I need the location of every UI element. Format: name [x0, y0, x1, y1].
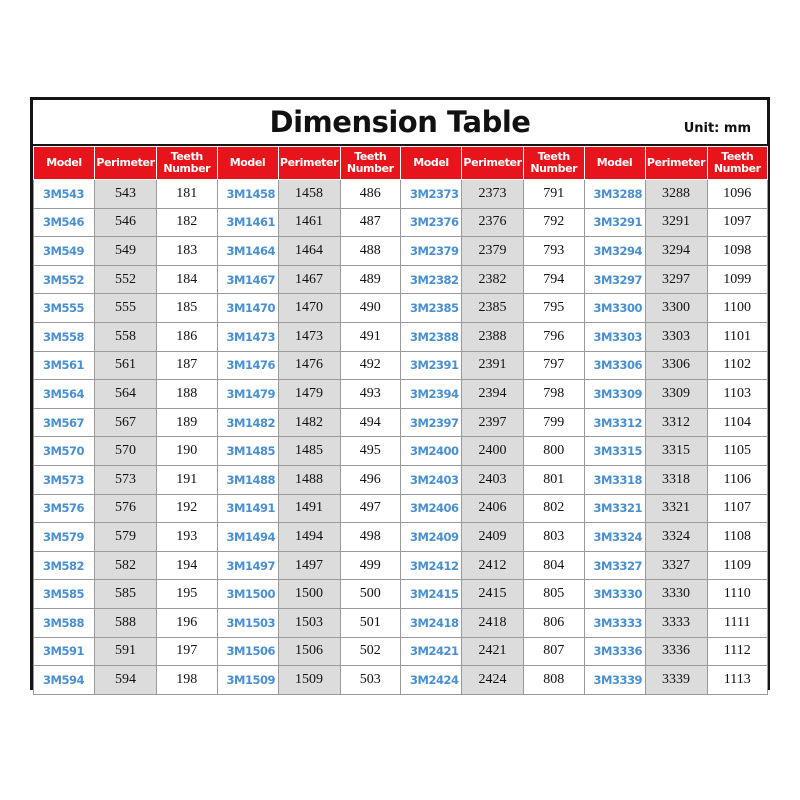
page-title: Dimension Table: [269, 105, 531, 139]
model-cell: 3M2406: [401, 494, 462, 523]
perimeter-cell: 3300: [645, 294, 707, 323]
teeth-number-cell: 1113: [707, 666, 768, 695]
perimeter-cell: 1476: [278, 351, 340, 380]
perimeter-cell: 3288: [645, 180, 707, 209]
title-bar: [33, 100, 767, 146]
perimeter-cell: 3324: [645, 523, 707, 552]
teeth-number-cell: 502: [340, 637, 401, 666]
perimeter-cell: 3291: [645, 208, 707, 237]
perimeter-cell: 591: [95, 637, 157, 666]
table-row: [34, 494, 768, 523]
model-cell: 3M567: [34, 408, 95, 437]
model-cell: 3M1488: [217, 465, 278, 494]
model-cell: 3M1491: [217, 494, 278, 523]
perimeter-cell: 2403: [462, 465, 524, 494]
perimeter-cell: 1500: [278, 580, 340, 609]
header-perimeter: Perimeter: [278, 147, 340, 180]
teeth-number-cell: 188: [157, 380, 218, 409]
perimeter-cell: 1464: [278, 237, 340, 266]
perimeter-cell: 2418: [462, 608, 524, 637]
perimeter-cell: 579: [95, 523, 157, 552]
model-cell: 3M3333: [584, 608, 645, 637]
model-cell: 3M3327: [584, 551, 645, 580]
teeth-number-cell: 183: [157, 237, 218, 266]
perimeter-cell: 555: [95, 294, 157, 323]
teeth-number-cell: 185: [157, 294, 218, 323]
header-model: Model: [34, 147, 95, 180]
model-cell: 3M3300: [584, 294, 645, 323]
teeth-number-cell: 497: [340, 494, 401, 523]
model-cell: 3M564: [34, 380, 95, 409]
table-row: [34, 608, 768, 637]
model-cell: 3M3309: [584, 380, 645, 409]
perimeter-cell: 576: [95, 494, 157, 523]
model-cell: 3M1476: [217, 351, 278, 380]
model-cell: 3M1497: [217, 551, 278, 580]
teeth-number-cell: 197: [157, 637, 218, 666]
perimeter-cell: 1509: [278, 666, 340, 695]
model-cell: 3M1500: [217, 580, 278, 609]
perimeter-cell: 570: [95, 437, 157, 466]
model-cell: 3M1458: [217, 180, 278, 209]
perimeter-cell: 3309: [645, 380, 707, 409]
table-row: [34, 265, 768, 294]
model-cell: 3M561: [34, 351, 95, 380]
model-cell: 3M3339: [584, 666, 645, 695]
teeth-number-cell: 792: [524, 208, 585, 237]
perimeter-cell: 3297: [645, 265, 707, 294]
model-cell: 3M2409: [401, 523, 462, 552]
perimeter-cell: 564: [95, 380, 157, 409]
teeth-number-cell: 1097: [707, 208, 768, 237]
perimeter-cell: 573: [95, 465, 157, 494]
model-cell: 3M3324: [584, 523, 645, 552]
model-cell: 3M2391: [401, 351, 462, 380]
model-cell: 3M3306: [584, 351, 645, 380]
model-cell: 3M1464: [217, 237, 278, 266]
perimeter-cell: 1506: [278, 637, 340, 666]
teeth-number-cell: 791: [524, 180, 585, 209]
perimeter-cell: 2406: [462, 494, 524, 523]
model-cell: 3M2397: [401, 408, 462, 437]
header-perimeter: Perimeter: [645, 147, 707, 180]
model-cell: 3M2394: [401, 380, 462, 409]
model-cell: 3M549: [34, 237, 95, 266]
header-teeth-number: Teeth Number: [157, 147, 218, 180]
perimeter-cell: 2376: [462, 208, 524, 237]
teeth-number-cell: 1105: [707, 437, 768, 466]
header-model: Model: [401, 147, 462, 180]
perimeter-cell: 2424: [462, 666, 524, 695]
perimeter-cell: 1479: [278, 380, 340, 409]
model-cell: 3M1503: [217, 608, 278, 637]
model-cell: 3M2421: [401, 637, 462, 666]
dimension-table: [33, 146, 768, 695]
perimeter-cell: 3315: [645, 437, 707, 466]
table-row: [34, 351, 768, 380]
teeth-number-cell: 800: [524, 437, 585, 466]
teeth-number-cell: 795: [524, 294, 585, 323]
perimeter-cell: 2415: [462, 580, 524, 609]
header-teeth-number: Teeth Number: [340, 147, 401, 180]
table-row: [34, 180, 768, 209]
model-cell: 3M3288: [584, 180, 645, 209]
teeth-number-cell: 803: [524, 523, 585, 552]
perimeter-cell: 549: [95, 237, 157, 266]
perimeter-cell: 1467: [278, 265, 340, 294]
perimeter-cell: 1494: [278, 523, 340, 552]
model-cell: 3M3297: [584, 265, 645, 294]
table-body: [34, 180, 768, 695]
perimeter-cell: 543: [95, 180, 157, 209]
header-teeth-number: Teeth Number: [524, 147, 585, 180]
table-row: [34, 580, 768, 609]
perimeter-cell: 2391: [462, 351, 524, 380]
model-cell: 3M546: [34, 208, 95, 237]
model-cell: 3M558: [34, 322, 95, 351]
perimeter-cell: 2394: [462, 380, 524, 409]
teeth-number-cell: 195: [157, 580, 218, 609]
teeth-number-cell: 1098: [707, 237, 768, 266]
teeth-number-cell: 501: [340, 608, 401, 637]
perimeter-cell: 561: [95, 351, 157, 380]
model-cell: 3M1509: [217, 666, 278, 695]
teeth-number-cell: 496: [340, 465, 401, 494]
teeth-number-cell: 805: [524, 580, 585, 609]
model-cell: 3M573: [34, 465, 95, 494]
model-cell: 3M585: [34, 580, 95, 609]
teeth-number-cell: 184: [157, 265, 218, 294]
table-row: [34, 380, 768, 409]
model-cell: 3M3315: [584, 437, 645, 466]
teeth-number-cell: 1112: [707, 637, 768, 666]
perimeter-cell: 1503: [278, 608, 340, 637]
table-row: [34, 437, 768, 466]
teeth-number-cell: 189: [157, 408, 218, 437]
teeth-number-cell: 500: [340, 580, 401, 609]
model-cell: 3M2412: [401, 551, 462, 580]
unit-label: Unit: mm: [683, 121, 751, 136]
perimeter-cell: 2397: [462, 408, 524, 437]
model-cell: 3M2403: [401, 465, 462, 494]
teeth-number-cell: 806: [524, 608, 585, 637]
perimeter-cell: 2379: [462, 237, 524, 266]
model-cell: 3M2415: [401, 580, 462, 609]
table-row: [34, 523, 768, 552]
teeth-number-cell: 488: [340, 237, 401, 266]
teeth-number-cell: 489: [340, 265, 401, 294]
teeth-number-cell: 1101: [707, 322, 768, 351]
model-cell: 3M1482: [217, 408, 278, 437]
teeth-number-cell: 490: [340, 294, 401, 323]
teeth-number-cell: 1111: [707, 608, 768, 637]
teeth-number-cell: 493: [340, 380, 401, 409]
teeth-number-cell: 181: [157, 180, 218, 209]
perimeter-cell: 567: [95, 408, 157, 437]
header-model: Model: [584, 147, 645, 180]
model-cell: 3M552: [34, 265, 95, 294]
model-cell: 3M570: [34, 437, 95, 466]
teeth-number-cell: 1102: [707, 351, 768, 380]
header-model: Model: [217, 147, 278, 180]
teeth-number-cell: 495: [340, 437, 401, 466]
teeth-number-cell: 802: [524, 494, 585, 523]
perimeter-cell: 1485: [278, 437, 340, 466]
teeth-number-cell: 1110: [707, 580, 768, 609]
model-cell: 3M3330: [584, 580, 645, 609]
teeth-number-cell: 486: [340, 180, 401, 209]
teeth-number-cell: 1103: [707, 380, 768, 409]
perimeter-cell: 3330: [645, 580, 707, 609]
perimeter-cell: 3303: [645, 322, 707, 351]
model-cell: 3M582: [34, 551, 95, 580]
perimeter-cell: 1461: [278, 208, 340, 237]
model-cell: 3M1485: [217, 437, 278, 466]
perimeter-cell: 1473: [278, 322, 340, 351]
perimeter-cell: 588: [95, 608, 157, 637]
perimeter-cell: 1458: [278, 180, 340, 209]
perimeter-cell: 3336: [645, 637, 707, 666]
perimeter-cell: 582: [95, 551, 157, 580]
model-cell: 3M555: [34, 294, 95, 323]
teeth-number-cell: 797: [524, 351, 585, 380]
dimension-table-frame: [30, 97, 770, 690]
teeth-number-cell: 1099: [707, 265, 768, 294]
model-cell: 3M3294: [584, 237, 645, 266]
model-cell: 3M2379: [401, 237, 462, 266]
teeth-number-cell: 193: [157, 523, 218, 552]
teeth-number-cell: 192: [157, 494, 218, 523]
perimeter-cell: 1491: [278, 494, 340, 523]
teeth-number-cell: 796: [524, 322, 585, 351]
perimeter-cell: 3294: [645, 237, 707, 266]
teeth-number-cell: 794: [524, 265, 585, 294]
teeth-number-cell: 1107: [707, 494, 768, 523]
model-cell: 3M2424: [401, 666, 462, 695]
model-cell: 3M1470: [217, 294, 278, 323]
model-cell: 3M1467: [217, 265, 278, 294]
model-cell: 3M588: [34, 608, 95, 637]
perimeter-cell: 2373: [462, 180, 524, 209]
teeth-number-cell: 1096: [707, 180, 768, 209]
teeth-number-cell: 1109: [707, 551, 768, 580]
teeth-number-cell: 1106: [707, 465, 768, 494]
teeth-number-cell: 499: [340, 551, 401, 580]
teeth-number-cell: 491: [340, 322, 401, 351]
perimeter-cell: 3327: [645, 551, 707, 580]
model-cell: 3M3291: [584, 208, 645, 237]
header-teeth-number: Teeth Number: [707, 147, 768, 180]
teeth-number-cell: 191: [157, 465, 218, 494]
table-row: [34, 666, 768, 695]
teeth-number-cell: 793: [524, 237, 585, 266]
teeth-number-cell: 186: [157, 322, 218, 351]
perimeter-cell: 1470: [278, 294, 340, 323]
teeth-number-cell: 804: [524, 551, 585, 580]
perimeter-cell: 2388: [462, 322, 524, 351]
teeth-number-cell: 801: [524, 465, 585, 494]
model-cell: 3M2388: [401, 322, 462, 351]
perimeter-cell: 3306: [645, 351, 707, 380]
perimeter-cell: 1497: [278, 551, 340, 580]
model-cell: 3M594: [34, 666, 95, 695]
model-cell: 3M2382: [401, 265, 462, 294]
perimeter-cell: 1482: [278, 408, 340, 437]
model-cell: 3M579: [34, 523, 95, 552]
model-cell: 3M2376: [401, 208, 462, 237]
perimeter-cell: 2421: [462, 637, 524, 666]
model-cell: 3M3303: [584, 322, 645, 351]
teeth-number-cell: 492: [340, 351, 401, 380]
model-cell: 3M2385: [401, 294, 462, 323]
model-cell: 3M2373: [401, 180, 462, 209]
table-row: [34, 408, 768, 437]
perimeter-cell: 3333: [645, 608, 707, 637]
model-cell: 3M576: [34, 494, 95, 523]
perimeter-cell: 3312: [645, 408, 707, 437]
table-row: [34, 551, 768, 580]
teeth-number-cell: 198: [157, 666, 218, 695]
teeth-number-cell: 1104: [707, 408, 768, 437]
teeth-number-cell: 808: [524, 666, 585, 695]
table-row: [34, 237, 768, 266]
teeth-number-cell: 807: [524, 637, 585, 666]
perimeter-cell: 2412: [462, 551, 524, 580]
perimeter-cell: 558: [95, 322, 157, 351]
teeth-number-cell: 1100: [707, 294, 768, 323]
model-cell: 3M1473: [217, 322, 278, 351]
teeth-number-cell: 798: [524, 380, 585, 409]
teeth-number-cell: 187: [157, 351, 218, 380]
perimeter-cell: 3339: [645, 666, 707, 695]
model-cell: 3M1461: [217, 208, 278, 237]
model-cell: 3M1494: [217, 523, 278, 552]
perimeter-cell: 2400: [462, 437, 524, 466]
perimeter-cell: 1488: [278, 465, 340, 494]
teeth-number-cell: 503: [340, 666, 401, 695]
teeth-number-cell: 799: [524, 408, 585, 437]
model-cell: 3M3321: [584, 494, 645, 523]
teeth-number-cell: 182: [157, 208, 218, 237]
table-row: [34, 208, 768, 237]
teeth-number-cell: 190: [157, 437, 218, 466]
teeth-number-cell: 487: [340, 208, 401, 237]
teeth-number-cell: 196: [157, 608, 218, 637]
table-row: [34, 294, 768, 323]
perimeter-cell: 2409: [462, 523, 524, 552]
model-cell: 3M3312: [584, 408, 645, 437]
model-cell: 3M2418: [401, 608, 462, 637]
model-cell: 3M2400: [401, 437, 462, 466]
teeth-number-cell: 1108: [707, 523, 768, 552]
perimeter-cell: 2385: [462, 294, 524, 323]
perimeter-cell: 546: [95, 208, 157, 237]
perimeter-cell: 3321: [645, 494, 707, 523]
model-cell: 3M591: [34, 637, 95, 666]
table-row: [34, 637, 768, 666]
header-row: [34, 147, 768, 180]
table-row: [34, 465, 768, 494]
model-cell: 3M543: [34, 180, 95, 209]
perimeter-cell: 585: [95, 580, 157, 609]
model-cell: 3M3336: [584, 637, 645, 666]
model-cell: 3M1506: [217, 637, 278, 666]
teeth-number-cell: 498: [340, 523, 401, 552]
model-cell: 3M1479: [217, 380, 278, 409]
perimeter-cell: 2382: [462, 265, 524, 294]
header-perimeter: Perimeter: [95, 147, 157, 180]
model-cell: 3M3318: [584, 465, 645, 494]
teeth-number-cell: 494: [340, 408, 401, 437]
table-row: [34, 322, 768, 351]
perimeter-cell: 594: [95, 666, 157, 695]
teeth-number-cell: 194: [157, 551, 218, 580]
perimeter-cell: 3318: [645, 465, 707, 494]
header-perimeter: Perimeter: [462, 147, 524, 180]
perimeter-cell: 552: [95, 265, 157, 294]
